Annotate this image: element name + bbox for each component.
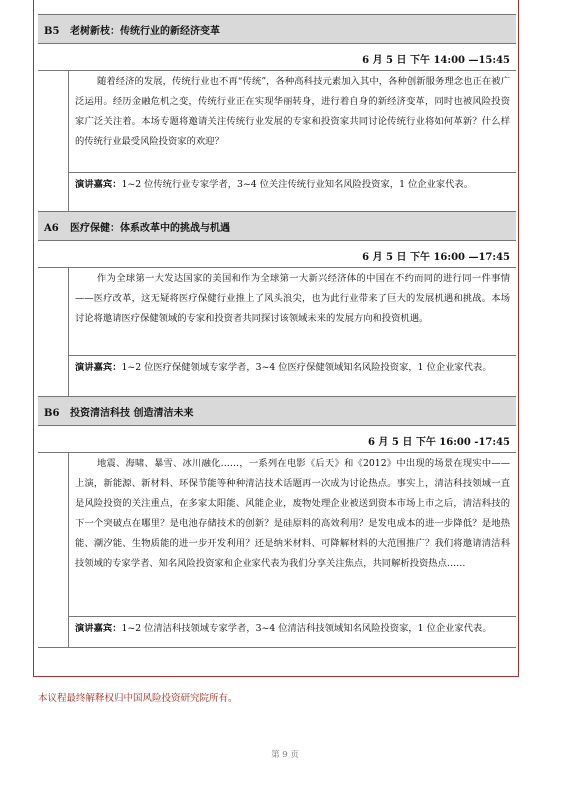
session-code: B6	[44, 408, 60, 419]
session-time-b5	[38, 44, 516, 71]
left-column	[38, 453, 69, 647]
session-time: 6 月 5 日 下午 16:00 -17:45	[367, 437, 510, 448]
session-title: 投资清洁科技 创造清洁未来	[70, 408, 194, 419]
left-column	[38, 268, 69, 396]
speakers-label: 演讲嘉宾：	[75, 623, 122, 634]
session-code: B5	[44, 26, 60, 37]
speakers-text: 1~2 位清洁科技领域专家学者，3~4 位清洁科技领域知名风险投资家，1 位企业家代表。	[121, 623, 492, 634]
speakers-label: 演讲嘉宾：	[75, 362, 122, 373]
session-header-b5	[38, 14, 516, 44]
page-number: 第 9 页	[271, 750, 299, 760]
speakers-text: 1~2 位医疗保健领域专家学者，3~4 位医疗保健领域知名风险投资家，1 位企业家代表。	[121, 362, 492, 373]
speakers-label: 演讲嘉宾：	[75, 179, 122, 190]
speakers-line	[69, 355, 516, 396]
left-column	[38, 71, 69, 211]
session-title: 老树新枝：传统行业的新经济变革	[70, 26, 220, 37]
session-description: 随着经济的发展，传统行业也不再“传统”，各种高科技元素加入其中，各种创新服务理念也正在被广泛运用。经历金融危机之变，传统行业正在实现华丽转身，进行着自身的新经济变革，同时也被风险投资家广泛关注着。本场专题将邀请关注传统行业发展的专家和投资家共同讨论传统行业将如何革新？什么样的传统行业最受风险投资家的欢迎？	[75, 76, 510, 147]
session-code: A6	[44, 223, 59, 234]
session-title: 医疗保健：体系改革中的挑战与机遇	[70, 223, 230, 234]
session-body-a6	[38, 268, 516, 397]
footnote: 本议程最终解释权归中国风险投资研究院所有。	[38, 693, 238, 704]
speakers-line	[69, 172, 516, 211]
session-description: 作为全球第一大发达国家的美国和作为全球第一大新兴经济体的中国在不约而同的进行同一件事情——医疗改革，这无疑将医疗保健行业推上了风头浪尖，也为此行业带来了巨大的发展机遇和挑战。本场讨论将邀请医疗保健领域的专家和投资者共同探讨该领域未来的发展方向和投资机遇。	[75, 273, 510, 324]
session-body-b6	[38, 453, 516, 648]
agenda-table	[38, 0, 516, 648]
speakers-line	[69, 616, 516, 647]
session-time: 6 月 5 日 下午 14:00 —15:45	[362, 55, 510, 66]
session-time-b6	[38, 426, 516, 453]
session-header-b6	[38, 397, 516, 426]
session-description: 地震、海啸、暴雪、冰川融化……，一系列在电影《后天》和《2012》中出现的场景在现实中——上演，新能源、新材料、环保节能等种种清洁技术话题再一次成为讨论热点。事实上，清洁科技领域一直是风险投资的关注重点，在多家太阳能、风能企业，废物处理企业被送到资本市场上市之后，清洁科技的下一个突破点在哪里？是电池存储技术的创新？是硅原料的高效利用？是发电成本的进一步降低？是地热能、潮汐能、生物质能的进一步开发利用？还是纳米材料、可降解材料的大范围推广？我们将邀请清洁科技领域的专家学者、知名风险投资家和企业家代表为我们分享关注焦点，共同解析投资热点……	[75, 458, 510, 569]
speakers-text: 1~2 位传统行业专家学者，3~4 位关注传统行业知名风险投资家，1 位企业家代表。	[121, 179, 474, 190]
session-time-a6	[38, 241, 516, 268]
session-time: 6 月 5 日 下午 16:00 —17:45	[362, 252, 510, 263]
session-body-b5	[38, 71, 516, 212]
session-header-a6	[38, 212, 516, 241]
